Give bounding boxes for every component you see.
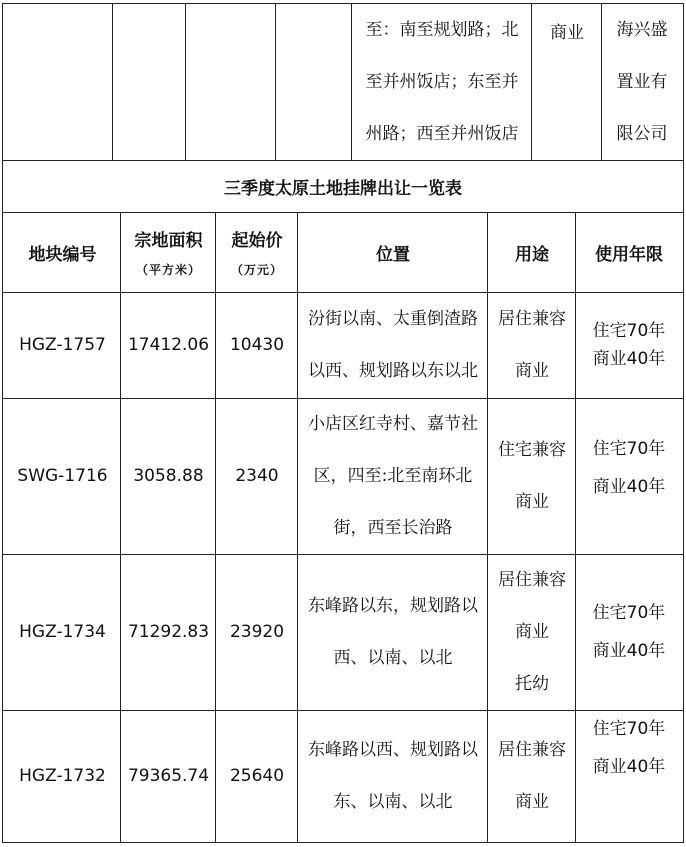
header-id: 地块编号 — [28, 244, 97, 265]
row2-id: SWG-1716 — [17, 466, 108, 486]
grid-line — [2, 3, 684, 4]
grid-line — [2, 554, 684, 555]
grid-line — [2, 842, 684, 843]
row4-id: HGZ-1732 — [19, 766, 106, 786]
grid-line — [601, 3, 602, 160]
prev-owner-line-1: 海兴盛 — [616, 20, 668, 40]
row1-term: 住宅70年 商业40年 — [592, 321, 666, 369]
row2-area: 3058.88 — [133, 466, 204, 486]
prev-row-owner — [602, 4, 682, 160]
header-area: 宗地面积 （平方米） — [134, 231, 203, 277]
row4-area: 79365.74 — [127, 766, 210, 786]
row2-term: 住宅70年 商业40年 — [592, 439, 666, 497]
grid-line — [2, 160, 684, 161]
grid-line — [215, 212, 216, 843]
row3-id: HGZ-1734 — [19, 622, 106, 642]
grid-line — [297, 212, 298, 843]
prev-owner-line-2: 置业有 — [616, 72, 668, 92]
grid-line — [275, 3, 276, 160]
grid-line — [2, 3, 3, 843]
grid-line — [112, 3, 113, 160]
prev-location-line-1: 至：南至规划路；北 — [365, 20, 519, 40]
grid-line — [487, 212, 488, 843]
row3-price: 23920 — [229, 622, 285, 642]
header-usage: 用途 — [515, 244, 549, 265]
row3-term: 住宅70年 商业40年 — [592, 603, 666, 661]
grid-line — [2, 212, 684, 213]
grid-line — [2, 292, 684, 293]
row2-usage: 住宅兼容 商业 — [498, 440, 566, 512]
row3-location: 东峰路以东，规划路以 西、以南、以北 — [308, 596, 478, 668]
row4-location: 东峰路以西、规划路以 东、以南、以北 — [308, 740, 478, 812]
grid-line — [2, 398, 684, 399]
grid-line — [683, 3, 684, 843]
grid-line — [575, 212, 576, 843]
grid-line — [185, 3, 186, 160]
row1-usage: 居住兼容 商业 — [498, 309, 566, 381]
grid-line — [531, 3, 532, 160]
prev-location-line-3: 州路；西至并州饭店 — [365, 124, 519, 144]
grid-line — [120, 212, 121, 843]
row2-location: 小店区红寺村、嘉节社 区，四至:北至南环北 街，西至长治路 — [308, 414, 478, 538]
prev-owner-line-3: 限公司 — [616, 124, 668, 144]
row4-price: 25640 — [229, 766, 285, 786]
row3-usage: 居住兼容 商业 托幼 — [498, 570, 566, 694]
row2-price: 2340 — [235, 466, 279, 486]
row1-price: 10430 — [229, 335, 285, 355]
grid-line — [2, 710, 684, 711]
row1-area: 17412.06 — [127, 335, 210, 355]
grid-line — [351, 3, 352, 160]
table-title: 三季度太原土地挂牌出让一览表 — [224, 178, 462, 199]
row4-term: 住宅70年 商业40年 — [592, 719, 666, 777]
prev-row-usage: 商业 — [550, 22, 584, 43]
header-price: 起始价 （万元） — [230, 231, 283, 277]
row1-id: HGZ-1757 — [19, 335, 106, 355]
prev-location-line-2: 至并州饭店；东至并 — [365, 72, 519, 92]
row1-location: 汾街以南、太重倒渣路 以西、规划路以东以北 — [308, 309, 478, 381]
row4-usage: 居住兼容 商业 — [498, 740, 566, 812]
row3-area: 71292.83 — [127, 622, 210, 642]
header-term: 使用年限 — [595, 244, 663, 265]
header-location: 位置 — [376, 244, 410, 265]
prev-row-location — [352, 4, 532, 160]
